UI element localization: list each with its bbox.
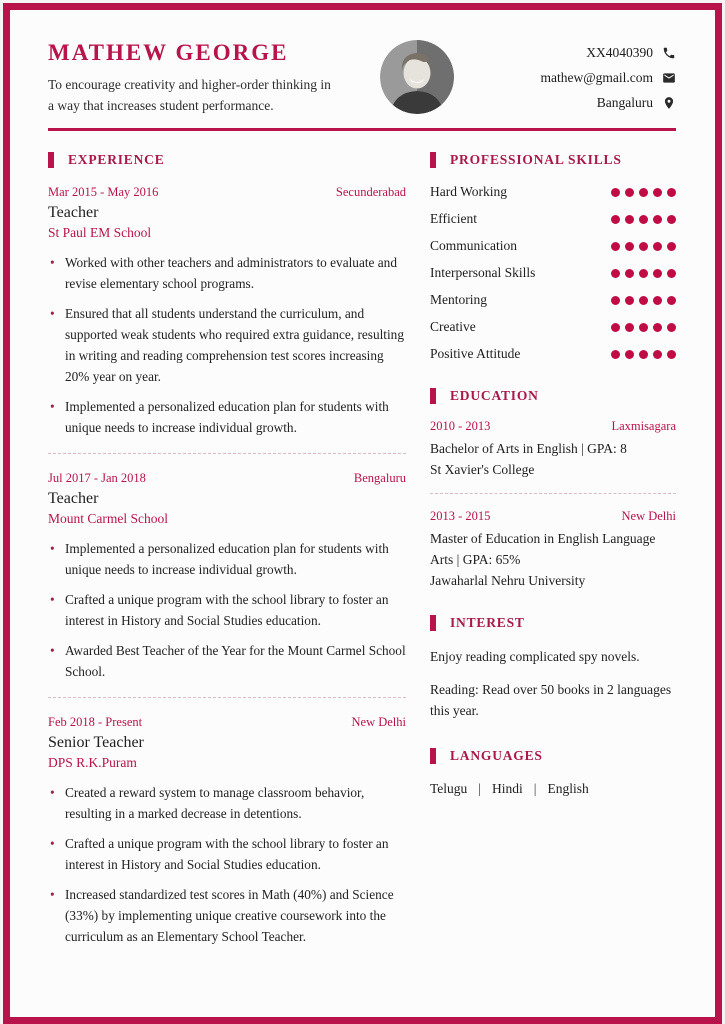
resume-page (3, 3, 722, 1024)
skill-dot (639, 188, 648, 197)
experience-entry (48, 471, 406, 682)
job-company: Mount Carmel School (48, 511, 168, 526)
header-identity (48, 40, 348, 117)
section-title: EXPERIENCE (68, 152, 165, 167)
skill-dot (639, 296, 648, 305)
skill-dot (653, 323, 662, 332)
education-dates: 2010 - 2013 (430, 419, 491, 433)
language-separator: | (478, 780, 481, 796)
section-title: INTEREST (450, 614, 525, 630)
education-location: Laxmisagara (611, 419, 676, 433)
job-bullet: • Worked with other teachers and administrators to evaluate and revise elementary school programs. (48, 252, 406, 294)
skill-dot (611, 269, 620, 278)
language-item: English (547, 780, 589, 796)
section-bar-icon (48, 152, 54, 168)
location-text: Bangaluru (596, 95, 653, 110)
skill-dot (625, 350, 634, 359)
section-heading-interest (430, 615, 676, 631)
section-bar-icon (430, 748, 436, 764)
skill-label: Efficient (430, 211, 477, 226)
job-bullets (48, 252, 406, 438)
skill-dot (625, 242, 634, 251)
education-entry (430, 509, 676, 589)
skill-dot (639, 242, 648, 251)
skill-label: Positive Attitude (430, 346, 521, 361)
education-school: Jawaharlal Nehru University (430, 572, 586, 588)
interest-line: Reading: Read over 50 books in 2 languages this year. (430, 681, 672, 718)
skill-dot (639, 215, 648, 224)
education-school: St Xavier's College (430, 462, 535, 478)
skill-dot (639, 323, 648, 332)
section-heading-skills (430, 152, 676, 168)
mail-icon (662, 71, 676, 85)
section-heading-experience (48, 152, 406, 168)
skill-dot (667, 188, 676, 197)
skill-dot (611, 215, 620, 224)
job-bullet: • Crafted a unique program with the school library to foster an interest in History and Social Studies education. (48, 833, 406, 875)
section-bar-icon (430, 615, 436, 631)
skill-dot (667, 215, 676, 224)
skill-dot (625, 296, 634, 305)
skill-dot (667, 269, 676, 278)
skill-rating-dots (611, 242, 676, 251)
skill-rating-dots (611, 269, 676, 278)
skill-dot (653, 269, 662, 278)
skill-dot (611, 296, 620, 305)
skill-dot (667, 350, 676, 359)
skill-dot (639, 350, 648, 359)
contact-phone (540, 45, 676, 61)
skill-row (430, 265, 676, 281)
skill-dot (625, 269, 634, 278)
skill-row (430, 346, 676, 362)
job-bullet: • Implemented a personalized education plan for students with unique needs to increase individual growth. (48, 538, 406, 580)
job-bullet: • Awarded Best Teacher of the Year for the Mount Carmel School School. (48, 640, 406, 682)
skill-label: Creative (430, 319, 476, 334)
skill-dot (653, 296, 662, 305)
languages-list (430, 781, 676, 797)
skill-dot (625, 188, 634, 197)
skill-dot (611, 188, 620, 197)
skill-label: Communication (430, 238, 517, 253)
job-dates: Mar 2015 - May 2016 (48, 185, 159, 199)
job-bullets (48, 538, 406, 682)
right-column (430, 152, 676, 956)
skills-list (430, 184, 676, 362)
skill-dot (653, 215, 662, 224)
job-company: DPS R.K.Puram (48, 755, 137, 770)
contact-location (540, 95, 676, 111)
experience-entry (48, 715, 406, 947)
dashed-divider (430, 493, 676, 494)
job-bullet: • Created a reward system to manage classroom behavior, resulting in a marked decrease in detentions. (48, 782, 406, 824)
experience-entry (48, 185, 406, 438)
interest-line: Enjoy reading complicated spy novels. (430, 648, 640, 664)
section-title: PROFESSIONAL SKILLS (450, 152, 622, 167)
skill-rating-dots (611, 188, 676, 197)
skill-dot (639, 269, 648, 278)
section-heading-education (430, 388, 676, 404)
job-location: Bengaluru (353, 471, 406, 485)
job-company: St Paul EM School (48, 225, 152, 240)
job-title: Teacher (48, 490, 99, 507)
skill-rating-dots (611, 215, 676, 224)
skill-rating-dots (611, 323, 676, 332)
education-dates: 2013 - 2015 (430, 509, 491, 524)
profile-photo (380, 40, 454, 114)
skill-row (430, 292, 676, 308)
skill-label: Hard Working (430, 184, 508, 199)
contact-email (540, 70, 676, 86)
job-dates: Feb 2018 - Present (48, 715, 143, 729)
skill-row (430, 319, 676, 335)
education-degree: Master of Education in English Language Arts | GPA: 65% (430, 531, 656, 567)
phone-number: XX4040390 (586, 45, 653, 60)
skill-label: Mentoring (430, 292, 487, 307)
email-address: mathew@gmail.com (540, 70, 653, 85)
section-title: LANGUAGES (450, 747, 543, 763)
skill-dot (653, 242, 662, 251)
job-bullet: • Crafted a unique program with the school library to foster an interest in History and Social Studies education. (48, 589, 406, 631)
skill-rating-dots (611, 296, 676, 305)
education-entry (430, 419, 676, 478)
section-bar-icon (430, 388, 436, 404)
job-bullet: • Ensured that all students understand the curriculum, and supported weak students who required extra guidance, resulting in writing and reading comprehension test scores increasing 20% year on year. (48, 303, 406, 387)
skill-dot (667, 296, 676, 305)
skill-dot (653, 188, 662, 197)
contact-block (540, 40, 676, 120)
language-separator: | (533, 780, 537, 796)
education-location: New Delhi (621, 509, 676, 524)
skill-dot (625, 323, 634, 332)
dashed-divider (48, 697, 406, 698)
job-dates: Jul 2017 - Jan 2018 (48, 471, 146, 485)
skill-row (430, 184, 676, 200)
job-bullet: • Implemented a personalized education plan for students with unique needs to increase individual growth. (48, 396, 406, 438)
person-name: MATHEW GEORGE (48, 40, 289, 65)
section-bar-icon (430, 152, 436, 168)
job-bullets (48, 782, 406, 947)
job-location: New Delhi (351, 715, 406, 729)
location-icon (662, 96, 676, 110)
language-item: Hindi (492, 780, 523, 796)
skill-dot (611, 350, 620, 359)
education-degree: Bachelor of Arts in English | GPA: 8 (430, 441, 627, 456)
language-item: Telugu (430, 780, 468, 796)
skill-dot (611, 242, 620, 251)
skill-row (430, 211, 676, 227)
phone-icon (662, 46, 676, 60)
skill-dot (611, 323, 620, 332)
header (10, 10, 715, 120)
skill-dot (625, 215, 634, 224)
job-bullet: • Increased standardized test scores in Math (40%) and Science (33%) by implementing unique creative coursework into the curriculum as an Elementary School Teacher. (48, 884, 406, 947)
section-title: EDUCATION (450, 388, 539, 403)
section-heading-languages (430, 748, 676, 764)
skill-dot (667, 323, 676, 332)
left-column (48, 152, 406, 956)
skill-row (430, 238, 676, 254)
skill-dot (667, 242, 676, 251)
skill-rating-dots (611, 350, 676, 359)
body-columns (10, 131, 715, 956)
job-title: Teacher (48, 204, 99, 221)
objective-text: To encourage creativity and higher-order thinking in a way that increases student performance. (48, 77, 331, 113)
skill-label: Interpersonal Skills (430, 265, 536, 280)
profile-photo-placeholder (380, 40, 454, 114)
dashed-divider (48, 453, 406, 454)
job-title: Senior Teacher (48, 734, 144, 751)
job-location: Secunderabad (335, 185, 406, 199)
skill-dot (653, 350, 662, 359)
